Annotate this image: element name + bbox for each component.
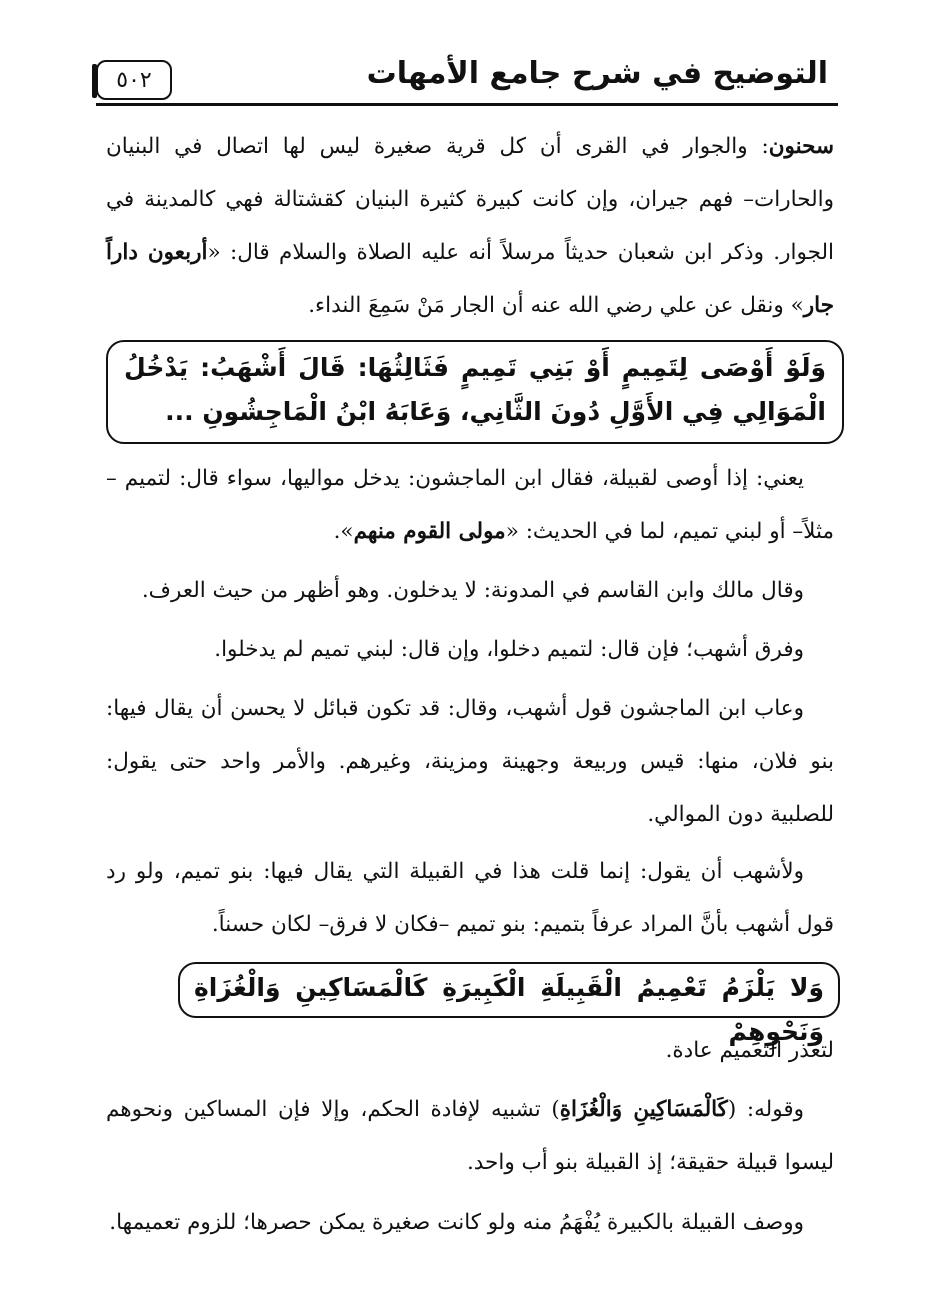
header-rule [96,103,838,106]
paragraph-text: » ونقل عن علي رضي الله عنه أن الجار مَنْ سَمِعَ النداء. [308,293,804,318]
matn-quote: كَالْمَسَاكِينِ وَالْغُزَاةِ [559,1097,728,1122]
paragraph-text: وقوله: ( [727,1097,804,1122]
paragraph-qawluhu [106,1083,834,1189]
paragraph-sahnun [106,120,834,332]
running-title: التوضيح في شرح جامع الأمهات [366,56,828,91]
matn-text: وَلا يَلْزَمُ تَعْمِيمُ الْقَبِيلَةِ الْكَبِيرَةِ كَالْمَسَاكِينِ وَالْغُزَاةِ وَنَحْوِهِمْ [194,973,824,1046]
paragraph-text: ) تشبيه لإفادة الحكم، وإلا فإن المساكين ونحوهم ليسوا قبيلة حقيقة؛ إذ القبيلة بنو أب واحد. [106,1097,834,1175]
paragraph-commentary-1 [106,452,834,558]
paragraph-description: ووصف القبيلة بالكبيرة يُفْهَمُ منه ولو كانت صغيرة يمكن حصرها؛ للزوم تعميمها. [109,1210,804,1235]
paragraph-ashhab: وفرق أشهب؛ فإن قال: لتميم دخلوا، وإن قال: لبني تميم لم يدخلوا. [214,637,804,662]
matn-text: وَلَوْ أَوْصَى لِتَمِيمٍ أَوْ بَنِي تَمِيمٍ فَثَالِثُهَا: قَالَ أَشْهَبُ: يَدْخُلُ الْمَوَالِي فِي الأَوَّلِ دُونَ الثَّانِي، وَعَابَهُ ابْنُ الْمَاجِشُونِ ... [124,353,826,426]
paragraph-ashhab-reply: ولأشهب أن يقول: إنما قلت هذا في القبيلة التي يقال فيها: بنو تميم، ولو رد قول أشهب بأنَّ المراد عرفاً بتميم: بنو تميم –فكان لا فرق– لكان حسناً. [106,859,834,937]
paragraph-text: يعني: إذا أوصى لقبيلة، فقال ابن الماجشون: يدخل مواليها، سواء قال: لتميم – مثلاً– أو لبني تميم، لما في الحديث: « [106,466,834,544]
speaker-name: سحنون [768,134,834,159]
paragraph-ibn-majishun: وعاب ابن الماجشون قول أشهب، وقال: قد تكون قبائل لا يحسن أن يقال فيها: بنو فلان، منها: قيس وربيعة وجهينة ومزينة، وغيرهم. والأمر واحد حتى يقول: للصلبية دون الموالي. [106,696,834,827]
paragraph-text: : والجوار في القرى أن كل قرية صغيرة ليس لها اتصال في البنيان والحارات– فهم جيران، وإن كانت كبيرة كثيرة البنيان كقشتالة فهي كالمدينة في الجوار. وذكر ابن شعبان حديثاً مرسلاً أنه عليه الصلاة والسلام قال: « [106,134,834,265]
paragraph-text: ». [333,519,354,544]
hadith-quote: مولى القوم منهم [353,519,506,544]
hadith-quote: أربعون داراً جار [106,240,834,318]
matn-box-1 [106,340,844,444]
page-number: ٥٠٢ [96,60,172,100]
paragraph-reason: لتعذر التعميم عادة. [665,1038,834,1063]
page-header [96,54,838,106]
matn-box-2 [178,962,840,1046]
paragraph-malik: وقال مالك وابن القاسم في المدونة: لا يدخلون. وهو أظهر من حيث العرف. [141,578,804,603]
